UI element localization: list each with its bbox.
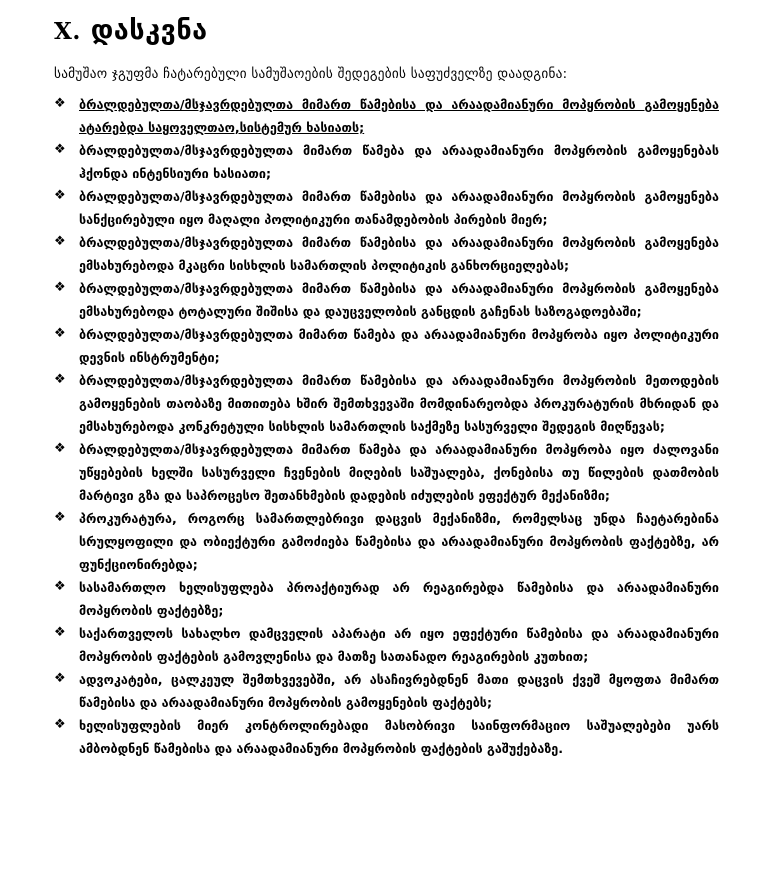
- section-intro: სამუშაო ჯგუფმა ჩატარებული სამუშაოების შედეგების საფუძველზე დაადგინა:: [54, 67, 568, 82]
- list-item: [52, 507, 719, 576]
- list-item: [52, 93, 719, 139]
- bullet-icon: ❖: [54, 280, 66, 295]
- bullet-icon: ❖: [54, 441, 66, 456]
- bullet-icon: ❖: [54, 717, 66, 732]
- bullet-icon: ❖: [54, 234, 66, 249]
- bullet-icon: ❖: [54, 671, 66, 686]
- bullet-icon: ❖: [54, 142, 66, 157]
- section-title: [54, 12, 719, 51]
- list-item: [52, 231, 719, 277]
- list-item: [52, 622, 719, 668]
- list-item-text: ბრალდებულთა/მსჯავრდებულთა მიმართ წამება და არაადამიანური მოპყრობის გამოყენებას ჰქონდა ინტენსიური ხასიათი;: [79, 143, 719, 181]
- bullet-icon: ❖: [54, 326, 66, 341]
- list-item-text: ბრალდებულთა/მსჯავრდებულთა მიმართ წამება და არაადამიანური მოპყრობა იყო ძალოვანი უწყებების ხელში სასურველი ჩვენების მიღების საშუალება, ქონებისა თუ წილების დათმობის მარტივი გზა და საპროცესო შეთანხმების დადების იძულების ეფექტურ მექანიზმი;: [79, 442, 719, 503]
- list-item: [52, 369, 719, 438]
- list-item: [52, 576, 719, 622]
- list-item-text: ბრალდებულთა/მსჯავრდებულთა მიმართ წამებისა და არაადამიანური მოპყრობის გამოყენება სანქცირებული იყო მაღალი პოლიტიკური თანამდებობის პირების მიერ;: [79, 189, 719, 227]
- bullet-icon: ❖: [54, 579, 66, 594]
- list-item: [52, 139, 719, 185]
- bullet-icon: ❖: [54, 625, 66, 640]
- list-item-text: ადვოკატები, ცალკეულ შემთხვევებში, არ ასაჩივრებდნენ მათი დაცვის ქვეშ მყოფთა მიმართ წამებისა და არაადამიანური მოპყრობის გამოყენების ფაქტებს;: [79, 672, 719, 710]
- findings-list: [52, 93, 719, 760]
- list-item: [52, 185, 719, 231]
- bullet-icon: ❖: [54, 188, 66, 203]
- list-item-text: ბრალდებულთა/მსჯავრდებულთა მიმართ წამებისა და არაადამიანური მოპყრობის გამოყენება ატარებდა საყოველთაო,სისტემურ ხასიათს;: [79, 97, 719, 135]
- list-item-text: ბრალდებულთა/მსჯავრდებულთა მიმართ წამებისა და არაადამიანური მოპყრობის გამოყენება ემსახურებოდა ტოტალური შიშისა და დაუცველობის განცდის გაჩენას საზოგადოებაში;: [79, 281, 719, 319]
- list-item: [52, 277, 719, 323]
- bullet-icon: ❖: [54, 372, 66, 387]
- list-item-text: სასამართლო ხელისუფლება პროაქტიურად არ რეაგირებდა წამებისა და არაადამიანური მოპყრობის ფაქტებზე;: [79, 580, 719, 618]
- list-item: [52, 438, 719, 507]
- list-item-text: საქართველოს სახალხო დამცველის აპარატი არ იყო ეფექტური წამებისა და არაადამიანური მოპყრობის ფაქტების გამოვლენისა და მათზე სათანადო რეაგირების კუთხით;: [79, 626, 719, 664]
- list-item-text: ხელისუფლების მიერ კონტროლირებადი მასობრივი საინფორმაციო საშუალებები უარს ამბობდნენ წამებისა და არაადამიანური მოპყრობის ფაქტების გაშუქებაზე.: [79, 718, 719, 756]
- list-item-text: პროკურატურა, როგორც სამართლებრივი დაცვის მექანიზმი, რომელსაც უნდა ჩაეტარებინა სრულყოფილი და ობიექტური გამოძიება წამებისა და არაადამიანური მოპყრობის ფაქტებზე, არ ფუნქციონირებდა;: [79, 511, 719, 572]
- list-item: [52, 714, 719, 760]
- list-item: [52, 323, 719, 369]
- section-number: X.: [54, 18, 81, 45]
- list-item-text: ბრალდებულთა/მსჯავრდებულთა მიმართ წამებისა და არაადამიანური მოპყრობის გამოყენება ემსახურებოდა მკაცრი სისხლის სამართლის პოლიტიკის განხორციელებას;: [79, 235, 719, 273]
- list-item-text: ბრალდებულთა/მსჯავრდებულთა მიმართ წამებისა და არაადამიანური მოპყრობის მეთოდების გამოყენების თაობაზე მითითება ხშირ შემთხვევაში მომდინარეობდა პროკურატურის მხრიდან და ემსახურებოდა კონკრეტული სისხლის სამართლის საქმეზე სასურველი შედეგის მიღწევას;: [79, 373, 719, 434]
- list-item-text: ბრალდებულთა/მსჯავრდებულთა მიმართ წამება და არაადამიანური მოპყრობა იყო პოლიტიკური დევნის ინსტრუმენტი;: [79, 327, 719, 365]
- list-item: [52, 668, 719, 714]
- bullet-icon: ❖: [54, 96, 66, 111]
- bullet-icon: ❖: [54, 510, 66, 525]
- section-title-text: დასკვნა: [90, 15, 208, 46]
